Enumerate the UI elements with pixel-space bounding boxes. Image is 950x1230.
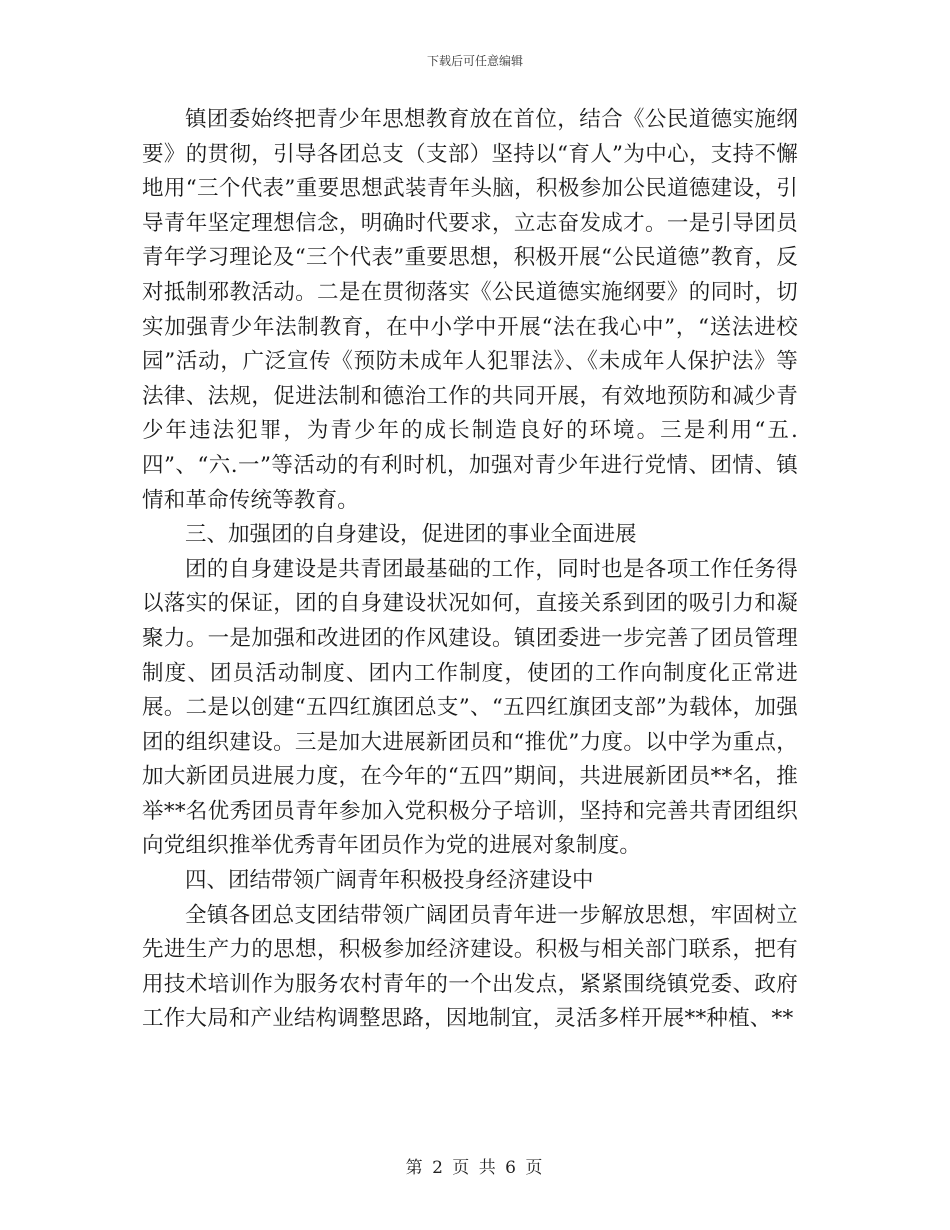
document-body xyxy=(142,103,798,1037)
paragraph-ideological-education: 镇团委始终把青少年思想教育放在首位，结合《公民道德实施纲要》的贯彻，引导各团总支（支部）坚持以“育人”为中心，支持不懈地用“三个代表”重要思想武装青年头脑，积极参加公民道德建设，引导青年坚定理想信念，明确时代要求，立志奋发成才。一是引导团员青年学习理论及“三个代表”重要思想，积极开展“公民道德”教育，反对抵制邪教活动。二是在贯彻落实《公民道德实施纲要》的同时，切实加强青少年法制教育，在中小学中开展“法在我心中”，“送法进校园”活动，广泛宣传《预防未成年人犯罪法》、《未成年人保护法》等法律、法规，促进法制和德治工作的共同开展，有效地预防和减少青少年违法犯罪，为青少年的成长制造良好的环境。三是利用“五.四”、“六.一”等活动的有利时机，加强对青少年进行党情、团情、镇情和革命传统等教育。 xyxy=(142,107,798,513)
page-number-footer: 第 2 页 共 6 页 xyxy=(405,1158,545,1178)
paragraph-economic-construction: 全镇各团总支团结带领广阔团员青年进一步解放思想，牢固树立先进生产力的思想，积极参加经济建设。积极与相关部门联系，把有用技术培训作为服务农村青年的一个出发点，紧紧围绕镇党委、政府工作大局和产业结构调整思路，因地制宜，灵活多样开展**种植、** xyxy=(142,902,798,1032)
page-header-note: 下载后可任意编辑 xyxy=(426,54,523,68)
paragraph-self-construction: 团的自身建设是共青团最基础的工作，同时也是各项工作任务得以落实的保证，团的自身建设状况如何，直接关系到团的吸引力和凝聚力。一是加强和改进团的作风建设。镇团委进一步完善了团员管理制度、团员活动制度、团内工作制度，使团的工作向制度化正常进展。二是以创建“五四红旗团总支”、“五四红旗团支部”为载体，加强团的组织建设。三是加大进展新团员和“推优”力度。以中学为重点，加大新团员进展力度，在今年的“五四”期间，共进展新团员**名，推举**名优秀团员青年参加入党积极分子培训，坚持和完善共青团组织向党组织推举优秀青年团员作为党的进展对象制度。 xyxy=(142,556,798,859)
section-heading-4: 四、团结带领广阔青年积极投身经济建设中 xyxy=(185,868,594,894)
section-heading-3: 三、加强团的自身建设，促进团的事业全面进展 xyxy=(185,522,637,548)
